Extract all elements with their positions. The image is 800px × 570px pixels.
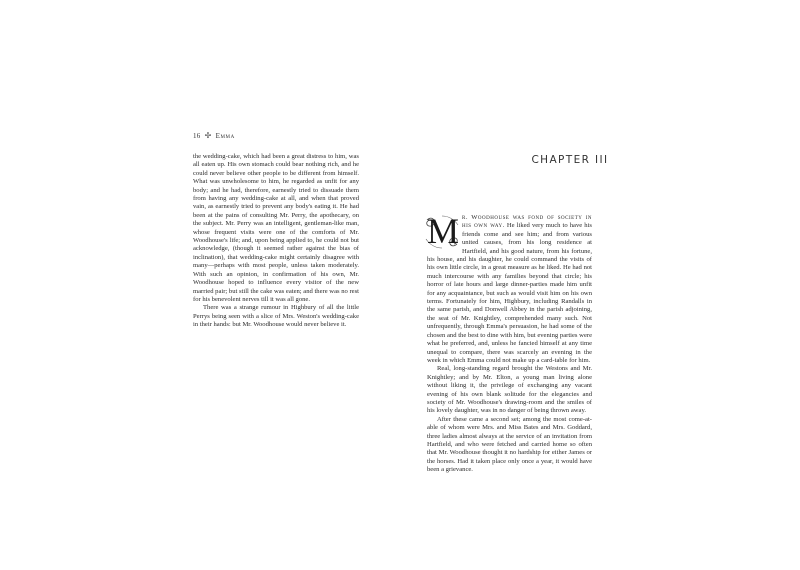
right-page bbox=[400, 0, 800, 570]
lead-in-small-caps: r. Woodhouse was fond of society in his own way. bbox=[462, 214, 592, 230]
paragraph: the wedding-cake, which had been a great distress to him, was all eaten up. His own stomach could bear nothing rich, and he could never believe other people to be different from himself. What was unwholesome to him, he regarded as unfit for any body; and he had, therefore, earnestly tried to dissuade them from having any wedding-cake at all, and when that proved vain, as earnestly tried to prevent any body's eating it. He had been at the pains of consulting Mr. Perry, the apothecary, on the subject. Mr. Perry was an intelligent, gentleman-like man, whose frequent visits were one of the comforts of Mr. Woodhouse's life; and, upon being applied to, he could not but acknowledge, (though it seemed rather against the bias of inclination), that wedding-cake might certainly disagree with many—perhaps with most people, unless taken moderately. With such an opinion, in confirmation of his own, Mr. Woodhouse hoped to influence every visitor of the new married pair; but still the cake was eaten; and there was no rest for his benevolent nerves till it was all gone. bbox=[193, 153, 359, 303]
paragraph: After these came a second set; among the most come-at-able of whom were Mrs. and Miss Bates and Mrs. Goddard, three ladies almost always at the service of an invitation from Hartfield, and who were fetched and carried home so often that Mr. Woodhouse thought it no hardship for either James or the horses. Had it taken place only once a year, it would have been a grievance. bbox=[427, 415, 592, 474]
opening-paragraph bbox=[427, 211, 592, 365]
paragraph: There was a strange rumour in Highbury of all the little Perrys being seen with a slice of Mrs. Weston's wedding-cake in their hands: but Mr. Woodhouse would never believe it. bbox=[193, 304, 359, 329]
book-title: Emma bbox=[215, 132, 235, 140]
right-body-text bbox=[427, 211, 592, 475]
drop-cap-letter: M bbox=[427, 211, 460, 251]
chapter-title: CHAPTER III bbox=[531, 154, 609, 166]
paragraph-text: He liked very much to have his friends come and see him; and from various united causes, from his long residence at Hartfield, and his good nature, from his fortune, his house, and his daughter, he could command the visits of his own little circle, in a great measure as he liked. He had not much intercourse with any families beyond that circle; his horror of late hours and large dinner-parties made him unfit for any acquaintance, but such as would visit him on his own terms. Fortunately for him, Highbury, including Randalls in the same parish, and Donwell Abbey in the parish adjoining, the seat of Mr. Knightley, comprehended many such. Not unfrequently, through Emma's persuasion, he had some of the chosen and the best to dine with him, but evening parties were what he preferred, and, unless he fancied himself at any time unequal to compare, there was scarcely an evening in the week in which Emma could not make up a card-table for him. bbox=[427, 222, 592, 364]
drop-cap bbox=[427, 211, 460, 251]
paragraph: Real, long-standing regard brought the Westons and Mr. Knightley; and by Mr. Elton, a young man living alone without liking it, the privilege of exchanging any vacant evening of his own blank solitude for the elegancies and society of Mr. Woodhouse's drawing-room and the smiles of his lovely daughter, was in no danger of being thrown away. bbox=[427, 365, 592, 415]
left-body-text bbox=[193, 153, 359, 330]
ornament-icon: ✢ bbox=[204, 131, 212, 140]
running-head bbox=[193, 131, 235, 140]
page-number: 16 bbox=[193, 132, 201, 140]
